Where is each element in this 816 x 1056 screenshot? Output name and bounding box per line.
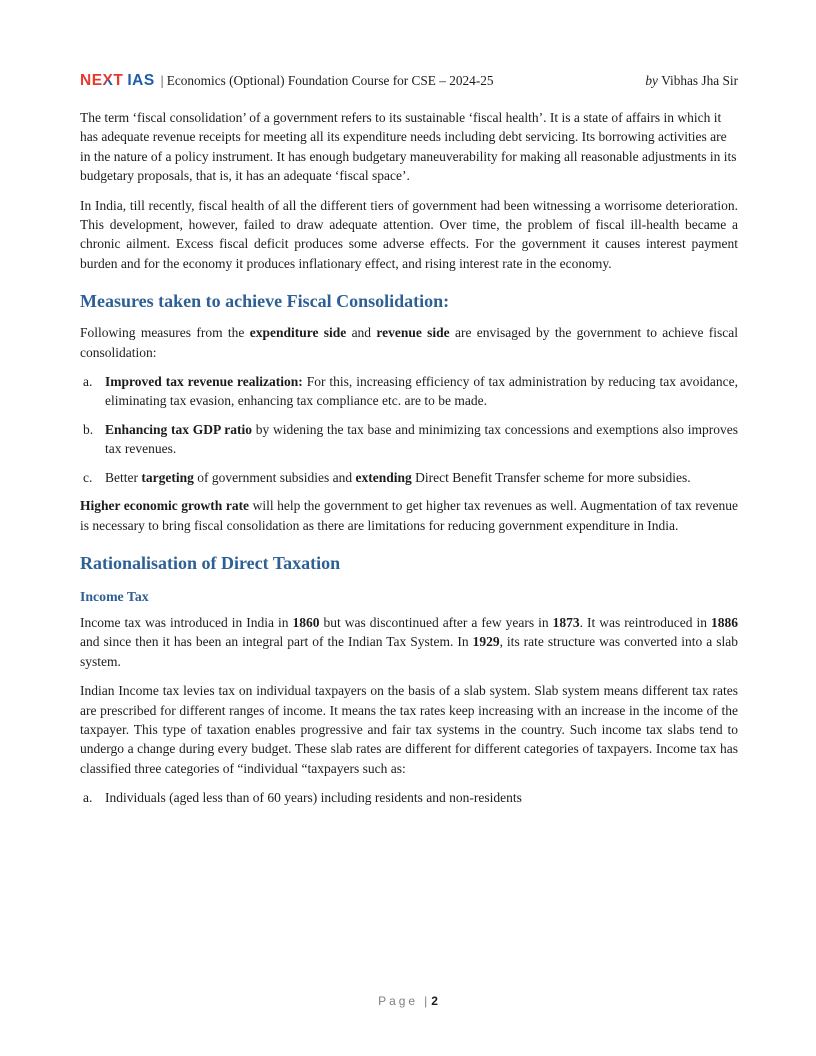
logo-text-ne: NE [80, 72, 103, 89]
paragraph-fiscal-definition: The term ‘fiscal consolidation’ of a government refers to its sustainable ‘fiscal health’. It is a state of affairs in which it has adequate revenue receipts for meeting all its expenditure needs including debt servicing. Its borrowing activities are in the nature of a policy instrument. It has enough budgetary maneuverability for making all reasonable adjustments in its budgetary proposals, that is, it has an adequate ‘fiscal space’. [80, 110, 737, 184]
heading-income-tax: Income Tax [80, 588, 149, 604]
taxpayer-categories-list [80, 788, 738, 807]
list-marker: b. [83, 421, 94, 437]
logo-text-x: X [102, 72, 114, 89]
header-course-title [161, 73, 494, 89]
list-item-text: Better targeting of government subsidies and extending Direct Benefit Transfer scheme for more subsidies. [105, 469, 691, 485]
list-marker: a. [83, 374, 93, 390]
header-left [80, 72, 494, 90]
list-item-c [80, 468, 738, 487]
page-number-separator: | [424, 994, 428, 1008]
list-item-text: Individuals (aged less than of 60 years) including residents and non-residents [105, 790, 522, 806]
header-separator: | [160, 73, 164, 88]
page-footer [0, 994, 816, 1008]
logo-text-t: T [113, 72, 124, 89]
paragraph-slab-system: Indian Income tax levies tax on individual taxpayers on the basis of a slab system. Slab system means different tax rates are prescribed for different ranges of income. It means the tax rates keep increasing with an increase in the income of the taxpayer. This type of taxation enables progressive and fair tax systems in the country. Such income tax slabs tend to undergo a change during every budget. These slab rates are different for different categories of taxpayers. Income tax has classified three categories of “individual “taxpayers such as: [80, 683, 738, 776]
paragraph-following-measures: Following measures from the expenditure side and revenue side are envisaged by the government to achieve fiscal consolidation: [80, 325, 739, 360]
page-content [80, 72, 738, 817]
paragraph-higher-growth: Higher economic growth rate will help the government to get higher tax revenues as well. Augmentation of tax revenue is necessary to bring fiscal consolidation as there are limitations for reducing government expenditure in India. [80, 498, 738, 533]
list-item-b [80, 420, 738, 459]
heading-rationalisation: Rationalisation of Direct Taxation [80, 552, 341, 573]
page-number: 2 [431, 994, 438, 1008]
list-item-text: Improved tax revenue realization: For this, increasing efficiency of tax administration by reducing tax avoidance, eliminating tax evasion, enhancing tax compliance etc. are to be made. [105, 374, 738, 409]
logo-text-ias: IAS [127, 72, 155, 89]
list-item-text: Enhancing tax GDP ratio by widening the tax base and minimizing tax concessions and exemptions also improves tax revenues. [105, 421, 738, 457]
page-number-label: Page [378, 994, 419, 1008]
heading-measures: Measures taken to achieve Fiscal Consolidation: [80, 291, 450, 312]
paragraph-income-tax-history: Income tax was introduced in India in 1860 but was discontinued after a few years in 1873. It was reintroduced in 1886 and since then it has been an integral part of the Indian Tax System. In 1929, its rate structure was converted into a slab system. [80, 614, 738, 669]
course-title-text: Economics (Optional) Foundation Course for CSE – 2024-25 [166, 73, 494, 88]
measures-list [80, 372, 738, 487]
list-marker: c. [83, 469, 93, 485]
list-marker: a. [83, 790, 93, 806]
next-ias-logo [80, 72, 155, 90]
header-byline [645, 73, 738, 89]
byline-prefix: by [645, 73, 658, 88]
page-header [80, 72, 738, 90]
list-item-a [80, 372, 738, 411]
list-item-individuals [80, 788, 738, 807]
paragraph-india-fiscal-health: In India, till recently, fiscal health of all the different tiers of government had been witnessing a worrisome deterioration. This development, however, failed to draw adequate attention. Over time, the problem of fiscal ill-health became a chronic ailment. Excess fiscal deficit produces some adverse effects. For the government it causes interest payment burden and for the economy it produces inflationary effect, and rising interest rate in the economy. [80, 197, 738, 271]
byline-name: Vibhas Jha Sir [661, 73, 738, 88]
